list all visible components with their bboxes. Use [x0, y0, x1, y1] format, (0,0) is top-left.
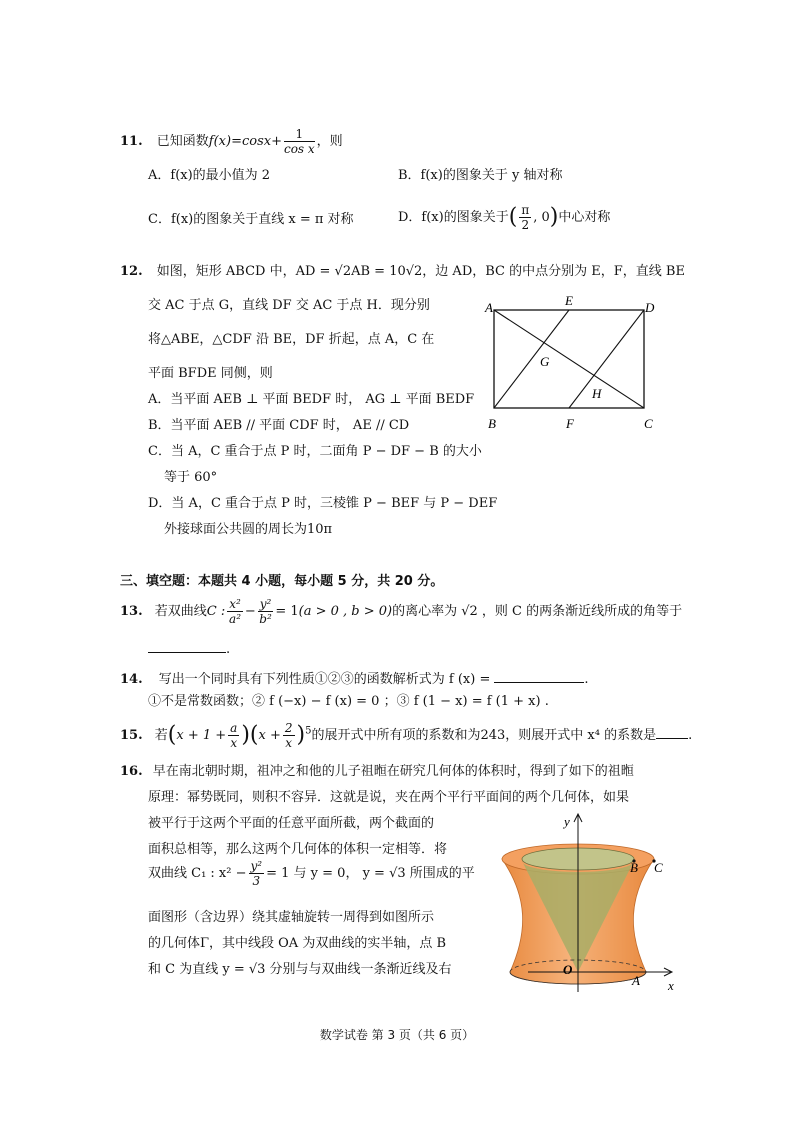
left-paren: (	[249, 722, 259, 748]
q11-function: f(x)=cosx+	[208, 134, 282, 149]
q11-d-fraction	[519, 204, 531, 231]
q11-frac-den: cos x	[283, 142, 315, 156]
q15-frac-a-den: x	[230, 736, 238, 750]
q16-line4: 面积总相等，那么这两个几何体的体积一定相等．将	[148, 842, 448, 857]
q15-factor2: x +	[258, 728, 281, 743]
label-a: A	[485, 300, 493, 315]
q13-end: .	[226, 642, 231, 657]
question-number: 15.	[120, 728, 143, 743]
q15-exponent: 5	[305, 725, 312, 737]
q12-option-d1: D．当 A，C 重合于点 P 时，三棱锥 P − BEF 与 P − DEF	[148, 496, 498, 511]
q11-option-a: A．f(x)的最小值为 2	[148, 168, 271, 183]
q14-line1-text: 写出一个同时具有下列性质①②③的函数解析式为 f (x) =	[158, 672, 491, 687]
q16-line5-post: = 1 与 y = 0， y = √3 所围成的平	[266, 866, 475, 881]
q16-line5	[148, 860, 475, 887]
q13-frac-x	[227, 598, 243, 625]
q11-stem-end: ，则	[316, 134, 343, 149]
q13-curve-label: C :	[206, 604, 226, 619]
question-number: 11.	[120, 134, 143, 149]
q15-frac-a	[228, 722, 239, 749]
q16-line5-pre: 双曲线 C₁ : x² −	[148, 866, 247, 881]
q13-answer-blank[interactable]	[148, 640, 230, 658]
q12-option-d2: 外接球面公共圆的周长为10π	[164, 522, 333, 537]
q16-line1-text: 早在南北朝时期，祖冲之和他的儿子祖暅在研究几何体的体积时，得到了如下的祖暅	[152, 764, 634, 779]
left-paren: (	[508, 204, 518, 230]
q13-post: 的离心率为 √2 ，则 C 的两条渐近线所成的角等于	[392, 604, 683, 619]
q13-frac-y-den: b²	[259, 612, 272, 626]
q15-frac-2-den: x	[285, 736, 293, 750]
q16-line3: 被平行于这两个平面的任意平面所截，两个截面的	[148, 816, 435, 831]
q16-line7: 的几何体Γ，其中线段 OA 为双曲线的实半轴，点 B	[148, 936, 447, 951]
q13-stem	[120, 598, 682, 625]
answer-blank[interactable]	[494, 670, 584, 683]
label-e: E	[565, 293, 573, 308]
label-y: y	[564, 814, 570, 829]
q15-stem	[120, 722, 692, 749]
label-d: D	[645, 300, 655, 315]
q11-option-d	[398, 204, 610, 231]
label-f: F	[566, 416, 574, 431]
q11-option-b: B．f(x)的图象关于 y 轴对称	[398, 168, 563, 183]
q16-frac-den: 3	[252, 874, 261, 888]
label-g: G	[540, 354, 550, 369]
q16-line8: 和 C 为直线 y = √3 分别与与双曲线一条渐近线及右	[148, 962, 452, 977]
question-number: 16.	[120, 764, 143, 779]
section-heading: 三、填空题：本题共 4 小题，每小题 5 分，共 20 分。	[120, 574, 444, 589]
q13-minus: −	[244, 604, 256, 619]
diagonal-ac	[494, 310, 644, 408]
answer-blank[interactable]	[148, 640, 226, 653]
q16-frac-num: y²	[250, 859, 263, 873]
q12-option-c1: C．当 A，C 重合于点 P 时，二面角 P − DF − B 的大小	[148, 444, 482, 459]
q16-solid-figure	[480, 812, 680, 1002]
left-paren: (	[167, 722, 177, 748]
q11-frac-num: 1	[284, 128, 315, 142]
q12-option-a: A．当平面 AEB ⊥ 平面 BEDF 时， AG ⊥ 平面 BEDF	[148, 392, 475, 407]
q15-frac-2	[283, 722, 295, 749]
q15-frac-2-num: 2	[284, 721, 293, 735]
q15-pre: 若	[154, 728, 168, 743]
q11-stem-text: 已知函数	[156, 134, 209, 149]
right-paren: )	[241, 722, 250, 748]
question-number: 12.	[120, 264, 143, 279]
q14-end: .	[584, 672, 589, 687]
q13-frac-y	[258, 598, 274, 625]
line-be	[494, 310, 569, 408]
label-h: H	[592, 386, 602, 401]
q16-frac	[249, 860, 265, 887]
label-x: x	[668, 978, 674, 993]
q11-d-point: , 0	[533, 210, 550, 225]
q13-eq: = 1	[275, 604, 299, 619]
line-df	[569, 310, 644, 408]
q13-condition: (a > 0 , b > 0)	[298, 604, 393, 619]
q14-line1	[120, 670, 588, 688]
q11-option-d-post: 中心对称	[558, 210, 611, 225]
q11-fraction	[284, 128, 315, 155]
q14-line2: ①不是常数函数；② f (−x) − f (x) = 0 ；③ f (1 − x) = f (1 + x) .	[148, 694, 549, 709]
label-b: B	[630, 860, 638, 875]
q15-post: 的展开式中所有项的系数和为243，则展开式中 x⁴ 的系数是	[311, 728, 657, 743]
q11-d-frac-den: 2	[521, 218, 530, 232]
q12-rectangle-figure	[480, 290, 670, 440]
q15-end: .	[688, 728, 693, 743]
question-number: 14.	[120, 672, 143, 687]
answer-blank[interactable]	[656, 726, 688, 739]
q13-frac-y-num: y²	[259, 597, 272, 611]
q11-d-frac-num: π	[521, 203, 530, 217]
q12-stem-line1	[120, 264, 685, 280]
q16-line2: 原理：幂势既同，则积不容异．这就是说，夹在两个平行平面间的两个几何体，如果	[148, 790, 630, 805]
q13-pre: 若双曲线	[154, 604, 207, 619]
label-c: C	[654, 860, 663, 875]
q12-stem-line2: 交 AC 于点 G，直线 DF 交 AC 于点 H．现分别	[148, 298, 430, 313]
q16-line6: 面图形（含边界）绕其虚轴旋转一周得到如图所示	[148, 910, 435, 925]
label-o: O	[563, 962, 573, 977]
q16-line1	[120, 764, 634, 780]
label-c: C	[644, 416, 653, 431]
q11-stem	[120, 128, 343, 155]
question-number: 13.	[120, 604, 143, 619]
q15-frac-a-num: a	[230, 721, 238, 735]
q12-stem-line3: 将△ABE，△CDF 沿 BE，DF 折起，点 A，C 在	[148, 332, 435, 347]
page-footer: 数学试卷 第 3 页（共 6 页）	[319, 1028, 475, 1042]
right-paren: )	[549, 204, 559, 230]
q15-factor1: x + 1 +	[176, 728, 227, 743]
q12-option-c2: 等于 60°	[164, 470, 218, 485]
q11-option-c: C．f(x)的图象关于直线 x = π 对称	[148, 212, 354, 227]
q12-stem-line4: 平面 BFDE 同侧，则	[148, 366, 273, 381]
label-a: A	[632, 973, 640, 988]
right-paren: )	[296, 722, 306, 748]
q11-option-d-pre: D．f(x)的图象关于	[398, 210, 509, 225]
q12-line1-text: 如图，矩形 ABCD 中，AD = √2AB = 10√2，边 AD，BC 的中点分别为 E，F，直线 BE	[156, 264, 685, 279]
q13-frac-x-den: a²	[229, 612, 242, 626]
label-b: B	[488, 416, 496, 431]
q13-frac-x-num: x²	[229, 597, 241, 611]
q12-option-b: B．当平面 AEB // 平面 CDF 时， AE // CD	[148, 418, 410, 433]
